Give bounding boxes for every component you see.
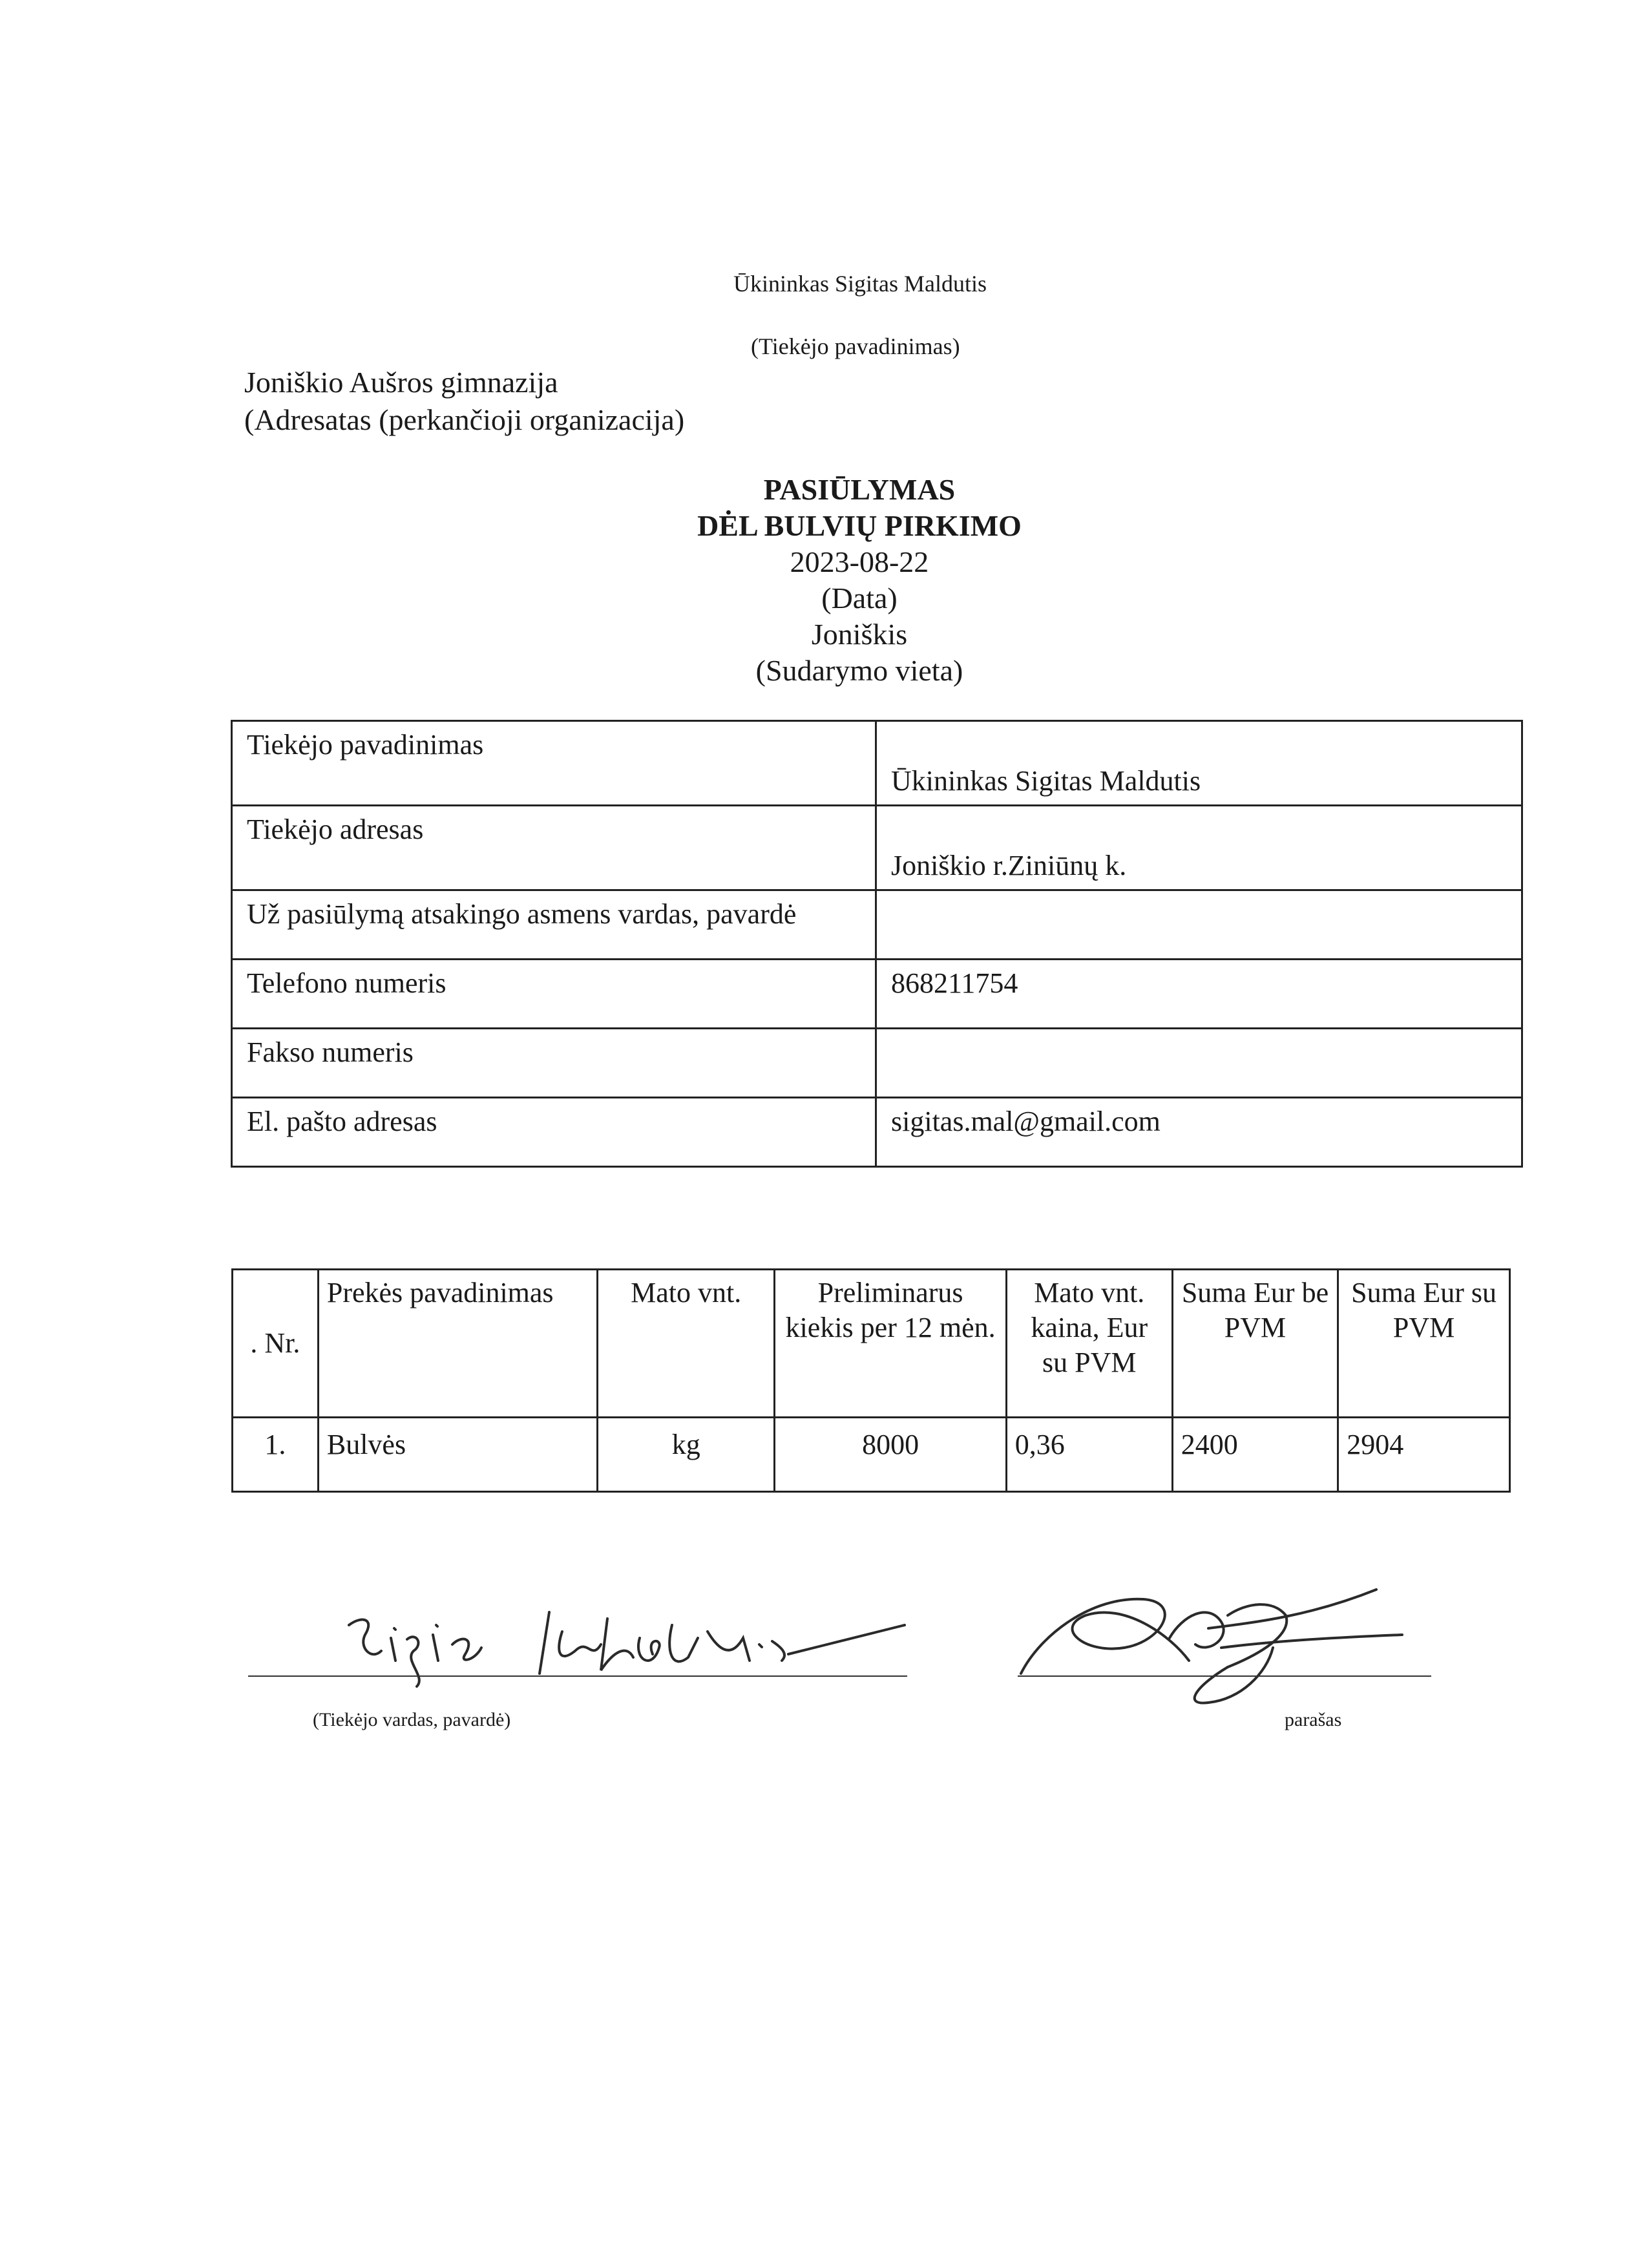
addressee-caption: (Adresatas (perkančioji organizacija) [244,403,685,436]
info-label: El. pašto adresas [232,1098,876,1167]
info-label: Fakso numeris [232,1029,876,1098]
signature-mark [1014,1577,1415,1712]
document-subtitle: DĖL BULVIŲ PIRKIMO [697,509,1022,542]
info-value: 868211754 [876,960,1522,1029]
header-product-name: Prekės pavadinimas [318,1270,597,1418]
table-row [232,1098,1522,1167]
cell-sum-no-vat: 2400 [1172,1418,1338,1492]
info-label: Už pasiūlymą atsakingo asmens vardas, pavardė [232,890,876,960]
info-label: Telefono numeris [232,960,876,1029]
cell-unit: kg [598,1418,775,1492]
document-place: Joniškis [811,618,908,651]
name-signature-line [248,1675,907,1677]
info-value: sigitas.mal@gmail.com [876,1098,1522,1167]
place-caption: (Sudarymo vieta) [755,654,963,687]
table-row [232,960,1522,1029]
table-row [232,1029,1522,1098]
document-title-block [0,472,1649,689]
header-unit: Mato vnt. [598,1270,775,1418]
info-value: Joniškio r.Ziniūnų k. [876,806,1522,890]
document-date: 2023-08-22 [790,545,929,578]
header-sum-no-vat: Suma Eur be PVM [1172,1270,1338,1418]
date-caption: (Data) [821,582,898,614]
table-row [232,806,1522,890]
header-sum-vat: Suma Eur su PVM [1338,1270,1510,1418]
cell-sum-vat: 2904 [1338,1418,1510,1492]
cell-nr: 1. [233,1418,319,1492]
header-quantity: Preliminarus kiekis per 12 mėn. [775,1270,1006,1418]
info-label: Tiekėjo pavadinimas [232,721,876,806]
supplier-name-caption: (Tiekėjo pavadinimas) [751,333,960,359]
table-row [232,721,1522,806]
cell-product-name: Bulvės [318,1418,597,1492]
supplier-name-header: Ūkininkas Sigitas Maldutis [733,271,987,297]
supplier-info-table [231,720,1523,1168]
table-header-row [233,1270,1510,1418]
table-row [233,1418,1510,1492]
document-title: PASIŪLYMAS [763,473,956,506]
cell-unit-price: 0,36 [1006,1418,1172,1492]
name-caption: (Tiekėjo vardas, pavardė) [313,1709,511,1730]
cell-quantity: 8000 [775,1418,1006,1492]
addressee-name: Joniškio Aušros gimnazija [244,366,558,399]
signature-line [1018,1675,1431,1677]
addressee-block [244,364,684,439]
signature-caption: parašas [1285,1709,1342,1730]
info-value [876,890,1522,960]
info-value [876,1029,1522,1098]
header-nr: . Nr. [233,1270,319,1418]
table-row [232,890,1522,960]
items-table [231,1268,1511,1493]
info-label: Tiekėjo adresas [232,806,876,890]
info-value: Ūkininkas Sigitas Maldutis [876,721,1522,806]
header-unit-price: Mato vnt. kaina, Eur su PVM [1006,1270,1172,1418]
